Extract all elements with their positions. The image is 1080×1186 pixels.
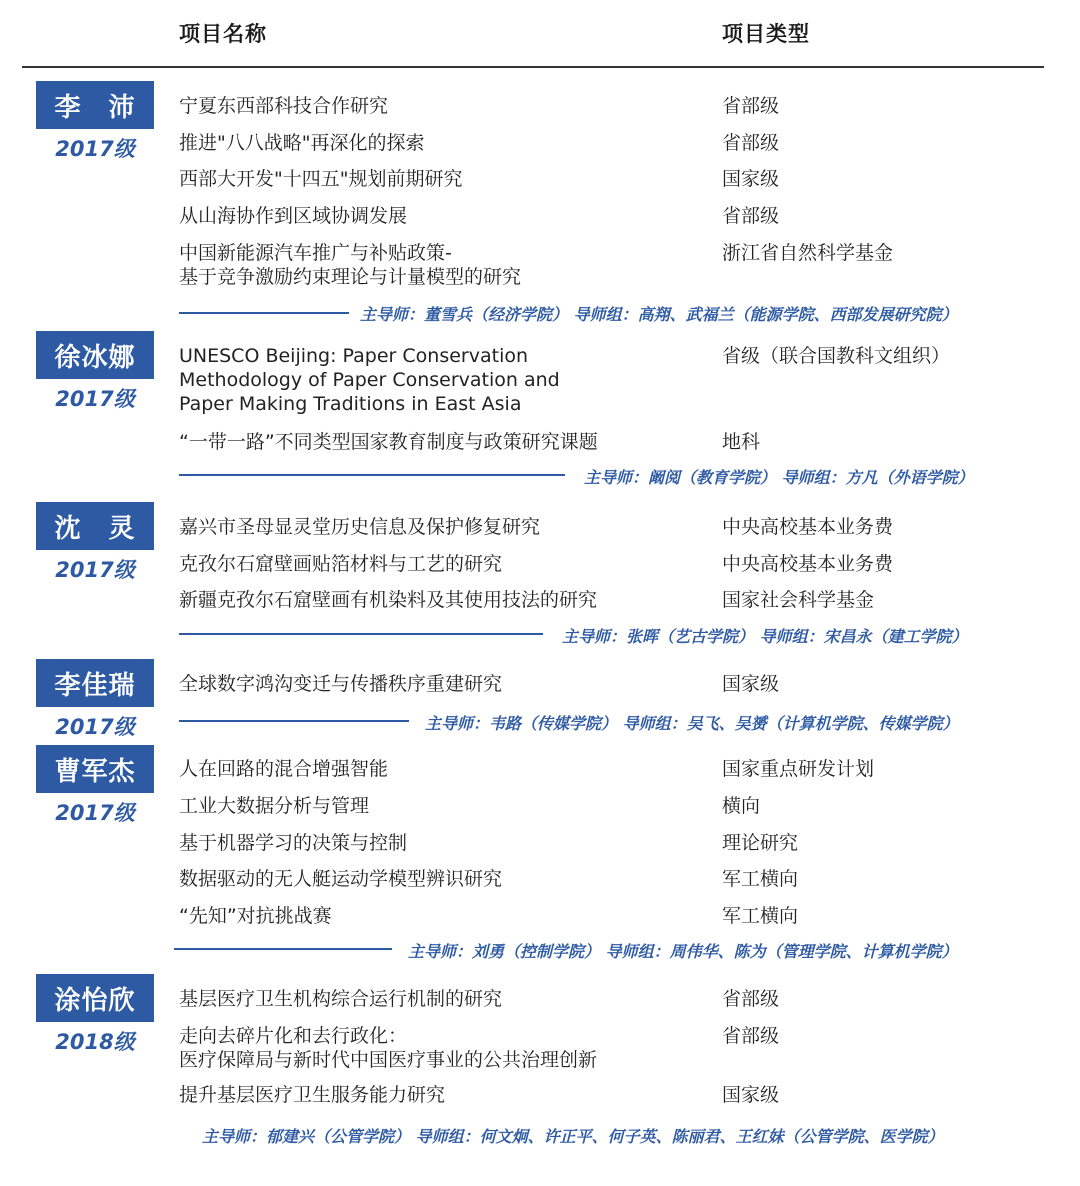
project-type: 理论研究 [722, 832, 799, 854]
project-type: 地科 [722, 431, 761, 453]
student-year: 2017级 [55, 715, 135, 739]
project-type: 浙江省自然科学基金 [722, 242, 894, 264]
table-header [0, 0, 1080, 68]
project-name-header: 项目名称 [179, 22, 267, 46]
project-type: 军工横向 [722, 868, 799, 890]
advisor-divider [179, 633, 543, 635]
advisor-divider [179, 474, 565, 476]
student-year: 2017级 [55, 801, 135, 825]
student-name-badge: 沈 灵 [36, 502, 154, 550]
project-name: 克孜尔石窟壁画贴箔材料与工艺的研究 [179, 553, 503, 575]
project-type: 省部级 [722, 95, 780, 117]
project-type: 国家级 [722, 168, 780, 190]
advisor-info: 主导师：董雪兵（经济学院） 导师组：高翔、武福兰（能源学院、西部发展研究院） [360, 305, 958, 324]
project-name: 新疆克孜尔石窟壁画有机染料及其使用技法的研究 [179, 589, 598, 611]
advisor-info: 主导师：张晖（艺古学院） 导师组：宋昌永（建工学院） [562, 627, 968, 646]
project-type: 省级（联合国教科文组织） [722, 345, 951, 367]
project-name: 工业大数据分析与管理 [179, 795, 370, 817]
student-name-badge: 李 沛 [36, 81, 154, 129]
student-name-badge: 曹军杰 [36, 745, 154, 793]
project-type: 省部级 [722, 1025, 780, 1047]
student-year: 2017级 [55, 137, 135, 161]
project-name: 走向去碎片化和去行政化： 医疗保障局与新时代中国医疗事业的公共治理创新 [179, 1025, 598, 1071]
project-type: 中央高校基本业务费 [722, 553, 894, 575]
project-name: 数据驱动的无人艇运动学模型辨识研究 [179, 868, 503, 890]
advisor-info: 主导师：刘勇（控制学院） 导师组：周伟华、陈为（管理学院、计算机学院） [408, 942, 958, 961]
student-year: 2017级 [55, 387, 135, 411]
advisor-divider [179, 720, 409, 722]
project-name: 嘉兴市圣母显灵堂历史信息及保护修复研究 [179, 516, 541, 538]
project-type: 国家级 [722, 1084, 780, 1106]
student-name-badge: 李佳瑞 [36, 659, 154, 707]
project-name: 基层医疗卫生机构综合运行机制的研究 [179, 988, 503, 1010]
project-type: 省部级 [722, 205, 780, 227]
header-divider [22, 66, 1044, 68]
advisor-info: 主导师：阚阅（教育学院） 导师组：方凡（外语学院） [584, 468, 974, 487]
project-type: 军工横向 [722, 905, 799, 927]
project-name: 宁夏东西部科技合作研究 [179, 95, 389, 117]
project-name: 提升基层医疗卫生服务能力研究 [179, 1084, 446, 1106]
project-type: 国家社会科学基金 [722, 589, 875, 611]
project-type: 省部级 [722, 132, 780, 154]
project-name: 推进"八八战略"再深化的探索 [179, 132, 425, 154]
project-name: 中国新能源汽车推广与补贴政策- 基于竞争激励约束理论与计量模型的研究 [179, 242, 522, 288]
advisor-info: 主导师：韦路（传媒学院） 导师组：吴飞、吴赟（计算机学院、传媒学院） [425, 714, 959, 733]
project-name: UNESCO Beijing: Paper Conservation Methodology of Paper Conservation and Paper Making Traditions in East Asia [179, 345, 560, 415]
project-type: 国家重点研发计划 [722, 758, 875, 780]
project-name: 西部大开发"十四五"规划前期研究 [179, 168, 463, 190]
project-type: 中央高校基本业务费 [722, 516, 894, 538]
advisor-info: 主导师：郁建兴（公管学院） 导师组：何文炯、许正平、何子英、陈丽君、王红妹（公管学院、医学院） [202, 1127, 944, 1146]
student-name-badge: 徐冰娜 [36, 331, 154, 379]
project-type: 横向 [722, 795, 761, 817]
project-name: 基于机器学习的决策与控制 [179, 832, 408, 854]
project-name: 从山海协作到区域协调发展 [179, 205, 408, 227]
project-name: “一带一路”不同类型国家教育制度与政策研究课题 [179, 431, 598, 453]
student-year: 2018级 [55, 1030, 135, 1054]
student-year: 2017级 [55, 558, 135, 582]
project-type: 省部级 [722, 988, 780, 1010]
project-type: 国家级 [722, 673, 780, 695]
project-name: “先知”对抗挑战赛 [179, 905, 332, 927]
advisor-divider [174, 948, 392, 950]
project-name: 人在回路的混合增强智能 [179, 758, 389, 780]
advisor-divider [179, 312, 349, 314]
student-name-badge: 涂怡欣 [36, 974, 154, 1022]
project-name: 全球数字鸿沟变迁与传播秩序重建研究 [179, 673, 503, 695]
project-type-header: 项目类型 [722, 22, 810, 46]
